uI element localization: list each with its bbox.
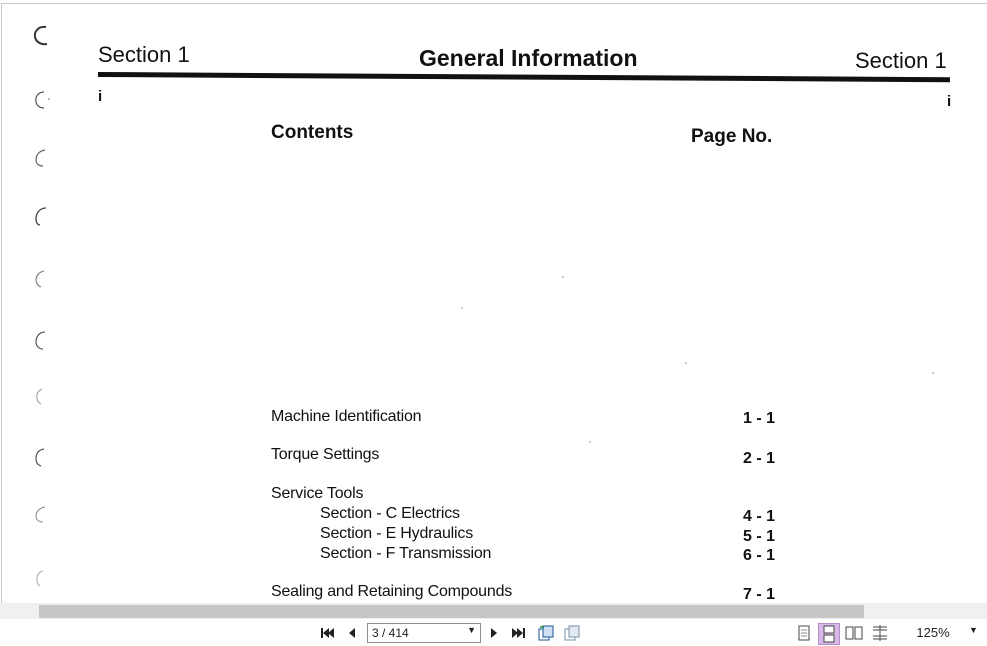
- scan-speck: [562, 276, 564, 278]
- contents-heading: Contents: [271, 122, 354, 143]
- navigation-toolbar: [0, 619, 987, 646]
- binder-hole-icon: [32, 146, 52, 170]
- binder-hole-icon: [32, 266, 52, 290]
- chevron-down-icon: ▼: [467, 625, 476, 635]
- page-indicator: 3 / 414: [372, 626, 409, 640]
- toc-entry-label: Sealing and Retaining Compounds: [271, 583, 513, 600]
- toc-subentry-label: Section - F Transmission: [320, 545, 492, 562]
- first-page-icon[interactable]: [317, 623, 337, 643]
- toc-subentry-label: Section - C Electrics: [320, 505, 460, 522]
- scrollbar-thumb[interactable]: [39, 605, 864, 618]
- binder-hole-icon: [32, 566, 52, 590]
- scan-speck: [685, 362, 687, 364]
- binder-hole-icon: [32, 88, 52, 112]
- scan-speck: [932, 372, 934, 374]
- header-rule: [98, 72, 950, 82]
- document-page[interactable]: [1, 3, 987, 604]
- last-page-icon[interactable]: [509, 623, 529, 643]
- toc-entry-label: Machine Identification: [271, 408, 422, 425]
- binder-hole-icon: [32, 502, 52, 526]
- page-no-heading: Page No.: [691, 126, 773, 147]
- binder-hole-icon: [32, 204, 52, 228]
- toc-subentry-label: Section - E Hydraulics: [320, 525, 473, 542]
- page-mark-right: i: [947, 93, 952, 110]
- prev-page-icon[interactable]: [342, 623, 362, 643]
- section-label-left: Section 1: [98, 42, 190, 67]
- zoom-level[interactable]: 125%: [916, 625, 950, 640]
- page-title: General Information: [419, 45, 638, 71]
- rotate-view-alt-icon[interactable]: [562, 623, 582, 643]
- binder-hole-icon: [32, 445, 52, 469]
- scan-speck: [461, 307, 463, 309]
- rotate-view-icon[interactable]: [536, 623, 556, 643]
- toc-entry-page: 4 - 1: [743, 508, 776, 525]
- toc-entry-label: Service Tools: [271, 485, 364, 502]
- toc-entry-page: 1 - 1: [743, 410, 776, 427]
- split-view-icon[interactable]: [870, 623, 890, 643]
- binder-hole-icon: [32, 24, 52, 48]
- toc-entry-page: 2 - 1: [743, 450, 776, 467]
- binder-hole-icon: [32, 328, 52, 352]
- page-number-select[interactable]: [367, 623, 481, 643]
- next-page-icon[interactable]: [484, 623, 504, 643]
- two-page-view-icon[interactable]: [844, 623, 864, 643]
- section-label-right: Section 1: [855, 48, 947, 73]
- chevron-down-icon[interactable]: ▼: [969, 625, 978, 635]
- binder-hole-icon: [32, 384, 52, 408]
- toc-entry-page: 7 - 1: [743, 586, 776, 603]
- scan-speck: [589, 441, 591, 443]
- toc-entry-page: 5 - 1: [743, 528, 776, 545]
- toc-entry-label: Torque Settings: [271, 446, 380, 463]
- single-page-view-icon[interactable]: [794, 623, 814, 643]
- continuous-view-icon[interactable]: [818, 623, 840, 645]
- horizontal-scrollbar[interactable]: [0, 603, 987, 619]
- page-mark-left: i: [98, 88, 103, 105]
- toc-entry-page: 6 - 1: [743, 547, 776, 564]
